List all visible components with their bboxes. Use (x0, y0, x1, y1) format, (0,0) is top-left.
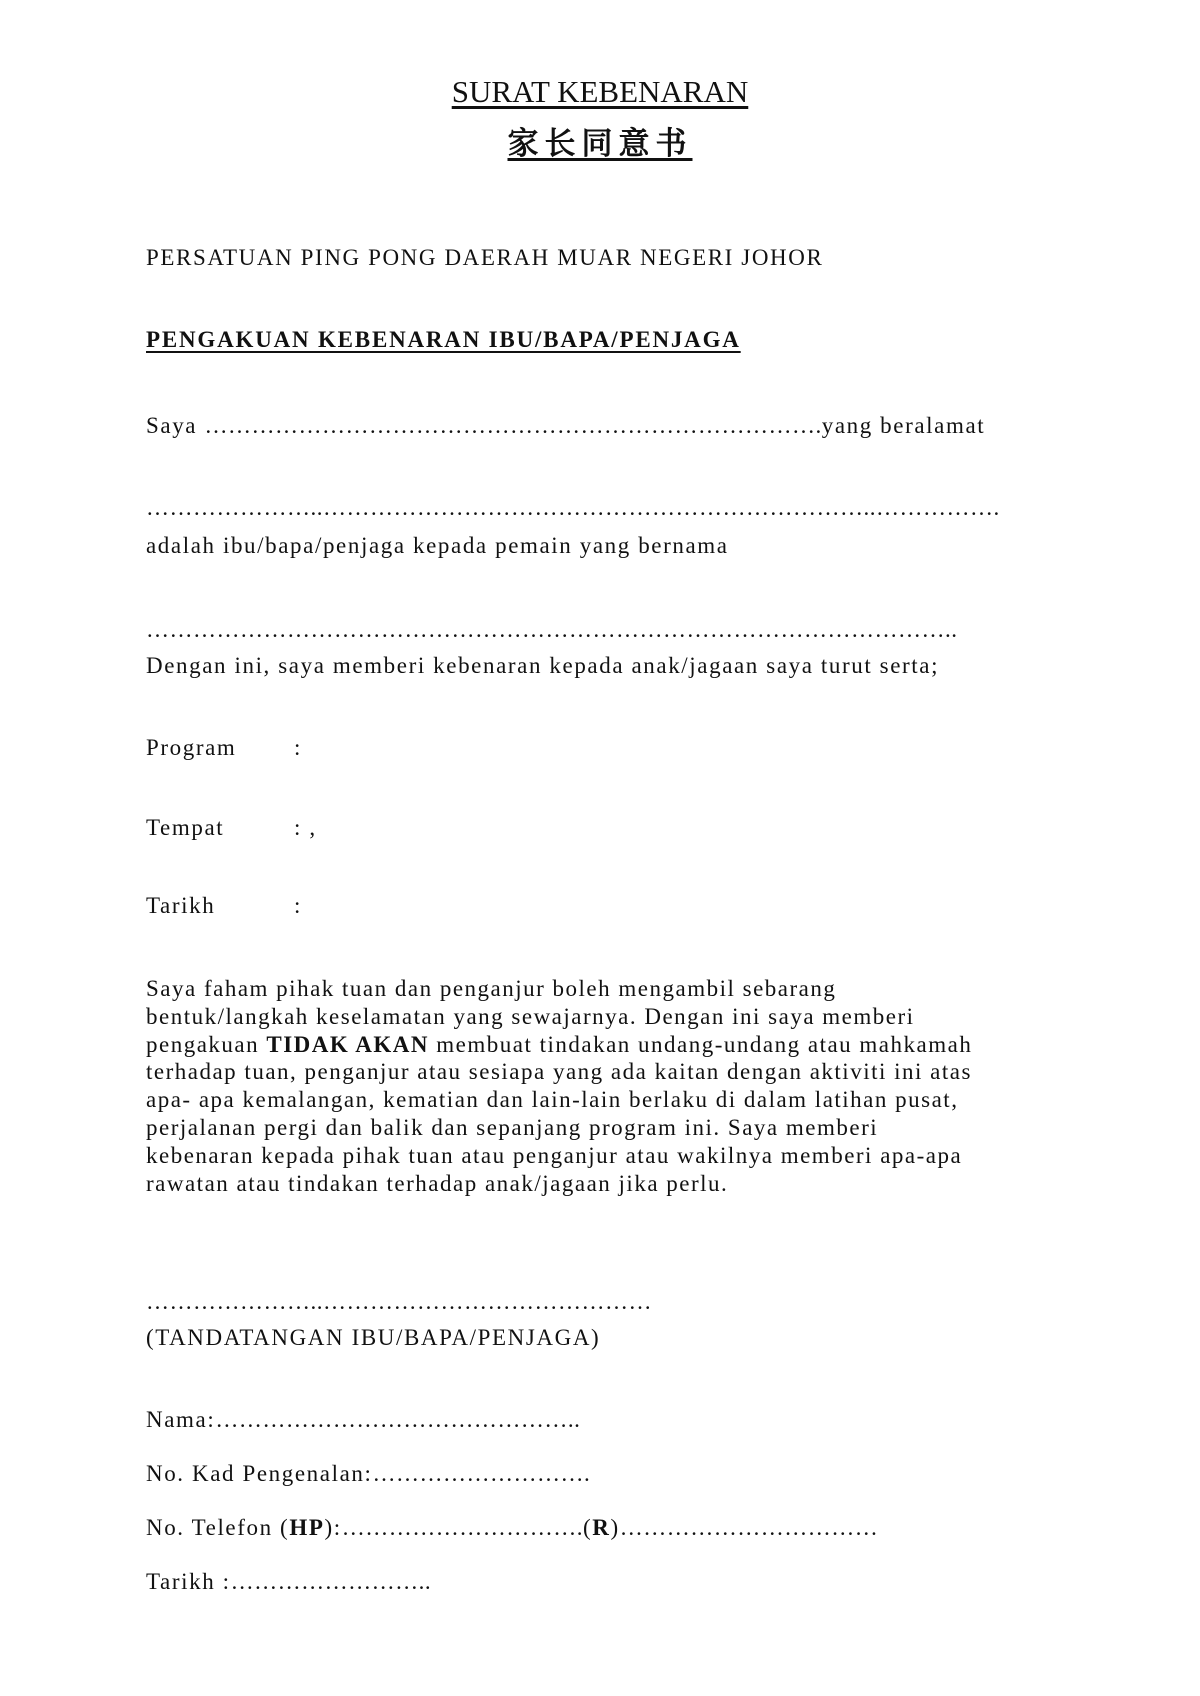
tarikh-blank: …………………….. (230, 1569, 432, 1594)
consent-text: Dengan ini, saya memberi kebenaran kepada anak/jagaan saya turut serta; (146, 653, 940, 678)
paragraph-line: Saya faham pihak tuan dan penganjur boleh mengambil sebarang (146, 976, 837, 1001)
signature-blank: …………………..…………………………………… (146, 1289, 652, 1314)
tel-r: R (592, 1515, 611, 1540)
name-blank: ……………………………………………………………………. (204, 413, 822, 438)
liability-paragraph (146, 975, 1066, 1197)
detail-nama (146, 1408, 580, 1431)
field-value: : (294, 735, 302, 760)
declaration-name-line (146, 414, 985, 437)
tel-r-blank: …………………………… (619, 1515, 879, 1540)
tel-hp-blank: …………………………. (341, 1515, 583, 1540)
paragraph-line: rawatan atau tindakan terhadap anak/jagaan jika perlu. (146, 1170, 729, 1196)
paragraph-line: terhadap tuan, penganjur atau sesiapa yang ada kaitan dengan aktiviti ini atas (146, 1059, 972, 1085)
ic-blank: ………………………. (372, 1461, 591, 1486)
paragraph-line: kebenaran kepada pihak tuan atau penganjur atau wakilnya memberi apa-apa (146, 1142, 963, 1168)
paragraph-line: bentuk/langkah keselamatan yang sewajarnya. Dengan ini saya memberi (146, 1003, 915, 1029)
paragraph-text: membuat tindakan undang-undang atau mahkamah (429, 1031, 973, 1057)
emphasis-tidak-akan: TIDAK AKAN (266, 1031, 429, 1057)
signature-label: (TANDATANGAN IBU/BAPA/PENJAGA) (146, 1325, 601, 1350)
paragraph-line: perjalanan pergi dan balik dan sepanjang program ini. Saya memberi (146, 1114, 879, 1140)
detail-ic (146, 1462, 590, 1485)
address-blank: …………………..……………………………………………………………..……………. (146, 495, 1000, 520)
title-malay: SURAT KEBENARAN (451, 74, 749, 109)
parent-of-text: adalah ibu/bapa/penjaga kepada pemain yang bernama (146, 533, 729, 558)
tel-r-open: ( (582, 1515, 593, 1540)
field-value: : (294, 893, 302, 918)
field-tarikh (146, 894, 302, 917)
title-chinese: 家长同意书 (507, 126, 693, 162)
tel-mid: ): (324, 1515, 342, 1540)
paragraph-text: pengakuan (146, 1031, 267, 1057)
nama-label: Nama: (146, 1407, 216, 1432)
organization-name: PERSATUAN PING PONG DAERAH MUAR NEGERI JOHOR (146, 245, 824, 270)
tarikh-label: Tarikh : (146, 1569, 231, 1594)
paragraph-line: apa- apa kemalangan, kematian dan lain-lain berlaku di dalam latihan pusat, (146, 1087, 959, 1113)
saya-prefix: Saya (146, 413, 198, 438)
section-heading: PENGAKUAN KEBENARAN IBU/BAPA/PENJAGA (146, 327, 741, 352)
nama-blank: ……………………………………….. (215, 1407, 581, 1432)
detail-telefon (146, 1516, 878, 1539)
tel-r-close: ) (610, 1515, 620, 1540)
field-tempat (146, 816, 317, 839)
tel-hp: HP (289, 1515, 325, 1540)
field-program (146, 736, 302, 759)
paragraph-line (146, 1031, 1066, 1059)
field-label: Program (146, 735, 237, 760)
field-value: : , (294, 815, 317, 840)
detail-tarikh (146, 1570, 431, 1593)
tel-label: No. Telefon ( (146, 1515, 290, 1540)
ic-label: No. Kad Pengenalan: (146, 1461, 373, 1486)
field-label: Tempat (146, 815, 225, 840)
player-name-blank: ………………………………………………………………………………………….. (146, 617, 958, 642)
saya-suffix: yang beralamat (821, 413, 986, 438)
field-label: Tarikh (146, 893, 216, 918)
